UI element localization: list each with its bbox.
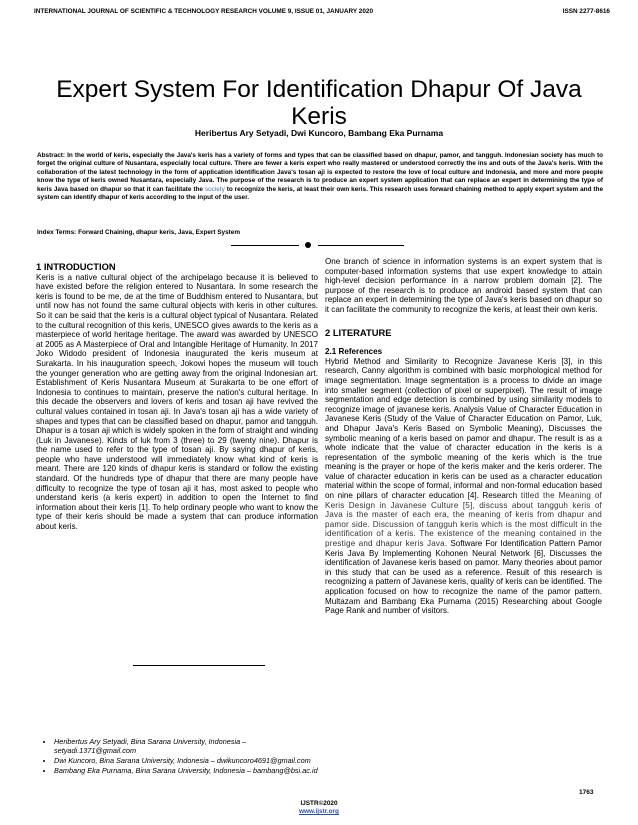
footnote-item: • Dwi Kuncoro, Bina Sarana University, Indonesia – dwikuncoro4691@gmail.com: [54, 756, 318, 765]
divider-line-right: [318, 245, 404, 246]
divider-line-left: [231, 245, 299, 246]
footnote-rule: [133, 665, 265, 666]
intro-text: Keris is a native cultural object of the archipelago because it is believed to have existed before the religion entered to Nusantara. In some research the keris is found to be me, de at the time of Buddhism entered to Nusantara, but until now has not found the same cultural objects with keris in other cultures. So it can be said that the keris is a cultural object typical of Nusantara. Related to the cultural recognition of this keris, UNESCO gives awards to the keris as a masterpiece of world heritage heritage. The award was awarded by UNESCO at 2005 as A Masterpiece of Oral and Intangible Heritage of Humanity. In 2017 Joko Widodo president of Indonesia inaugurated the keris museum at Surakarta. In his inauguration speech, Jokowi hopes the museum will touch the younger generation who are getting away from the original Indonesian art. Establishment of Keris Nusantara Museum at Surakarta to be one effort of Indonesia to continues to maintain, preserve the nation's cultural heritage. In this decade the observers and lovers of keris and tosan aji have revived the cultural values contained in tosan aji. In Java's tosan aji has a wide variety of shapes and types that can be classified based on dhapur, pamor and tangguh. Dhapur is a tosan aji which is widely spoken in the form of straight and winding (Luk in Javanese). Kinds of luk from 3 (three) to 29 (twenty nine). Dhapur is the name used to refer to the type of tosan aji. By saying dhapur of keris, people who have understood will immediately know what kind of keris is meant. There are 120 kinds of dhapur keris is standard or follow the existing standard. Of the hundreds type of dhapur that there are many people have difficulty to recognize the type of tosan aji it has, most asked to people who understand keris (a keris expert) in addition to open the Internet to find information about their keris [1]. To help ordinary people who want to know the type of their keris should be made a system that can produce information about keris.: [36, 272, 318, 532]
page-footer: [0, 800, 638, 816]
right-column: [325, 257, 602, 616]
references-text-b: Software For Identification Pattern Pamor Keris Java By Implementing Kohonen Neural Network [6], Discusses the identification of Javanese keris based on pamor. Many theories about pamor in this study that can be used as a reference. Result of this research is recognizing a pattern of Javanese keris, quality of keris can be identified. The application focused on how to recognize the name of the pamor pattern. Multazam and Bambang Eka Purnama (2015) Researching about Google Page Rank and number of visitors.: [325, 539, 602, 616]
abstract-link[interactable]: society: [204, 185, 225, 193]
right-intro-text: One branch of science in information systems is an expert system that is computer-based information systems that use expert knowledge to attain high-level decision performance in a narrow problem domain [2]. The purpose of the research is to produce an android based system that can replace an expert in determining the type of Java's keris based on dhapur so it can facilitate the community to recognize the keris, at least their own keris.: [325, 257, 602, 314]
journal-name: INTERNATIONAL JOURNAL OF SCIENTIFIC & TECHNOLOGY RESEARCH VOLUME 9, ISSUE 01, JANUARY 2020: [34, 8, 373, 15]
paper-title: Expert System For Identification Dhapur Of Java Keris: [56, 76, 582, 131]
left-column: [36, 262, 318, 532]
footer-code: IJSTR©2020: [300, 800, 338, 807]
footnote-item: • Heribertus Ary Setyadi, Bina Sarana University, Indonesia – setyadi.1371@gmail.com: [54, 737, 318, 755]
journal-issn: ISSN 2277-8616: [562, 8, 610, 15]
divider-dot: [305, 242, 311, 248]
abstract-label: Abstract:: [37, 152, 66, 159]
abstract-text-b: to recognize the keris, at least their own keris. This research uses forward chaining method to apply expert system and the system can identify dhapur of keris according to the input of the user.: [37, 185, 603, 202]
references-text: [325, 357, 602, 616]
footer-url[interactable]: www.ijstr.org: [299, 808, 339, 815]
intro-heading: 1 INTRODUCTION: [36, 261, 116, 272]
references-text-a: Hybrid Method and Similarity to Recognize Javanese Keris [3], in this research, Canny algorithm is combined with basic morphological method for image segmentation. Image segmentation is a process to divide an image into smaller segment (collection of pixel or superpixel). The result of image segmentation and edge detection is combined by using similarity models to recognize image of javanese keris. Analysis Value of Character Education in Javanese Keris (Study of the Value of Character Education on Pamor, Luk, and Dhapur Java's Keris Based on Symbolic Meaning), Discusses the symbolic meaning of a keris based on pamor and dhapur. The result is as a whole indicate that the value of character education in the keris is a representation of the symbolic meaning of the keris which is the true meaning is the prayer or hope of the keris maker and the keris orderer. The value of character education in keris can be used as a character education material within the scope of formal, informal and non-formal education based on nine pillars of character education [4]. Research: [325, 356, 602, 501]
paper-authors: Heribertus Ary Setyadi, Dwi Kuncoro, Bambang Eka Purnama: [194, 128, 444, 138]
abstract-text-a: In the world of keris, especially the Java's keris has a variety of forms and types that can be classified based on dhapur, pamor, and tangguh. Indonesian society has much to forget the original culture of Nusantara, especially local culture. There are fewer a keris expert who really mastered or understood correctly the ins and outs of the Java's keris. With the collaboration of the latest technology in the form of application identification Java's tosan aji is expected to restore the love of local culture and Indonesia, and more and more people know the type of keris owned Nusantara, especially Java. The purpose of the research is to produce an expert system application that can replace an expert in determining the type of keris Java based on dhapur so that it can facilitate the: [37, 152, 603, 193]
footnote-item: • Bambang Eka Purnama, Bina Sarana University, Indonesia – bambang@bsi.ac.id: [54, 766, 318, 775]
references-text-light: titled the Meaning of Keris Design in Javanese Culture [5], discuss about tangguh keris of Java is the master of each era, the meaning of keris from dhapur and pamor side. Discussion of tangguh keris which is the most difficult in the identification of a keris. The existence of the meaning contained in the prestige and dhapur keris Java.: [325, 491, 602, 549]
page-number: 1763: [579, 789, 594, 796]
abstract: [37, 152, 603, 202]
index-terms: Index Terms: Forward Chaining, dhapur keris, Java, Expert System: [37, 229, 241, 236]
references-heading: 2.1 References: [325, 347, 383, 357]
section-divider: [0, 241, 638, 251]
literature-heading: 2 LITERATURE: [325, 326, 392, 338]
footnotes: [40, 737, 318, 776]
